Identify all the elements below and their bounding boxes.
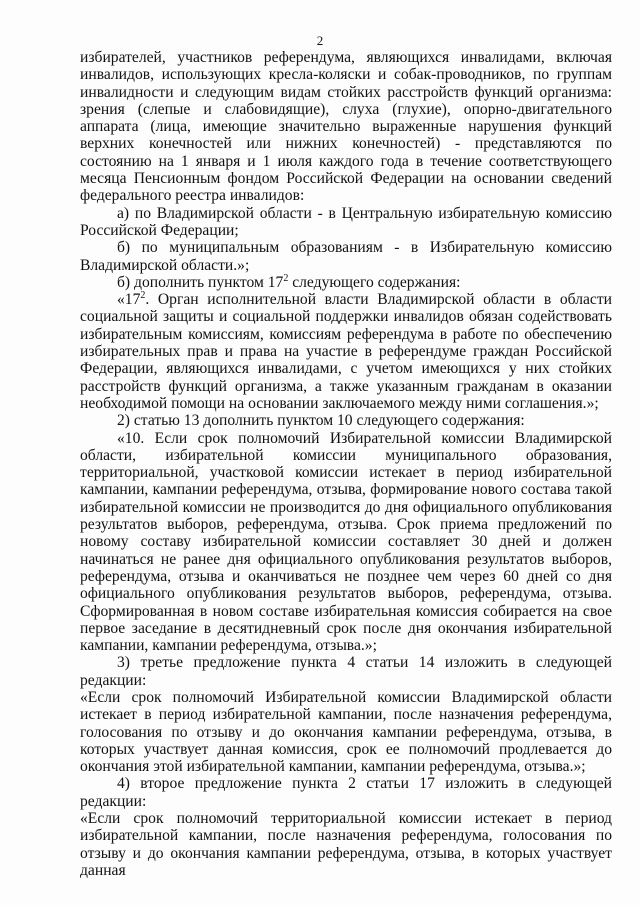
paragraph-article-17-text: «Если срок полномочий территориальной комиссии истекает в период избирательной кампании, после назначения референдума, голосования по отзыву и до окончания кампании референдума, отзыва, в которых участвует данная — [80, 810, 612, 879]
paragraph-item-b: б) по муниципальным образованиям - в Избирательную комиссию Владимирской области.»; — [80, 239, 612, 274]
paragraph-text-part: . Орган исполнительной власти Владимирской области в области социальной защиты и социальной поддержки инвалидов обязан содействовать избирательным комиссиям, комиссиям референдума в работе по обеспечению избирательных прав и права на участие в референдуме граждан Российской Федерации, являющихся инвалидами, с учетом имеющихся у них стойких расстройств функций организма, а также указанным гражданам в оказании необходимой помощи на основании заключаемого между ними соглашения.»; — [80, 291, 612, 412]
paragraph-add-point-17-2 — [80, 274, 612, 291]
superscript: 2 — [283, 272, 289, 284]
paragraph-text-part: следующего содержания: — [288, 273, 461, 291]
paragraph-text-part: б) дополнить пунктом 17 — [117, 273, 284, 291]
paragraph-amend-article-14: 3) третье предложение пункта 4 статьи 14 изложить в следующей редакции: — [80, 654, 612, 689]
paragraph-text-part: «17 — [117, 291, 141, 309]
paragraph-amend-article-13: 2) статью 13 дополнить пунктом 10 следующего содержания: — [117, 412, 525, 430]
paragraph-amend-article-17: 4) второе предложение пункта 2 статьи 17 изложить в следующей редакции: — [80, 775, 612, 810]
paragraph-point-10-text: «10. Если срок полномочий Избирательной комиссии Владимирской области, избирательной комиссии муниципального образования, территориальной, участковой комиссии истекает в период избирательной кампании, кампании референдума, отзыва, формирование нового состава такой избирательной комиссии не производится до дня официального опубликования результатов выборов, референдума, отзыва. Срок приема предложений по новому составу избирательной комиссии составляет 30 дней и должен начинаться не ранее дня официального опубликования результатов выборов, референдума, отзыва и оканчиваться не позднее чем через 60 дней со дня официального опубликования результатов выборов, референдума, отзыва. Сформированная в новом составе избирательная комиссия собирается на свое первое заседание в десятидневный срок после дня окончания избирательной кампании, кампании референдума, отзыва.»; — [80, 429, 612, 655]
paragraph-continuation-disabled-voters: избирателей, участников референдума, являющихся инвалидами, включая инвалидов, использующих кресла-коляски и собак-проводников, по группам инвалидности и следующим видам стойких расстройств функций организма: зрения (слепые и слабовидящие), слуха (глухие), опорно-двигательного аппарата (лица, имеющие значительно выраженные нарушения функций верхних конечностей или нижних конечностей) - представляются по состоянию на 1 января и 1 июля каждого года в течение соответствующего месяца Пенсионным фондом Российской Федерации на основании сведений федерального реестра инвалидов: — [80, 49, 612, 205]
paragraph-point-17-2-text — [80, 291, 612, 412]
superscript: 2 — [140, 290, 146, 302]
paragraph-article-14-text: «Если срок полномочий Избирательной комиссии Владимирской области истекает в период избирательной кампании, после назначения референдума, голосования по отзыву и до окончания кампании референдума, отзыва, в которых участвует данная комиссия, срок ее полномочий продлевается до окончания этой избирательной кампании, кампании референдума, отзыва.»; — [80, 688, 612, 776]
page-number: 2 — [316, 33, 324, 48]
paragraph-item-a: а) по Владимирской области - в Центральную избирательную комиссию Российской Федерации; — [80, 204, 612, 239]
document-body — [80, 49, 612, 879]
